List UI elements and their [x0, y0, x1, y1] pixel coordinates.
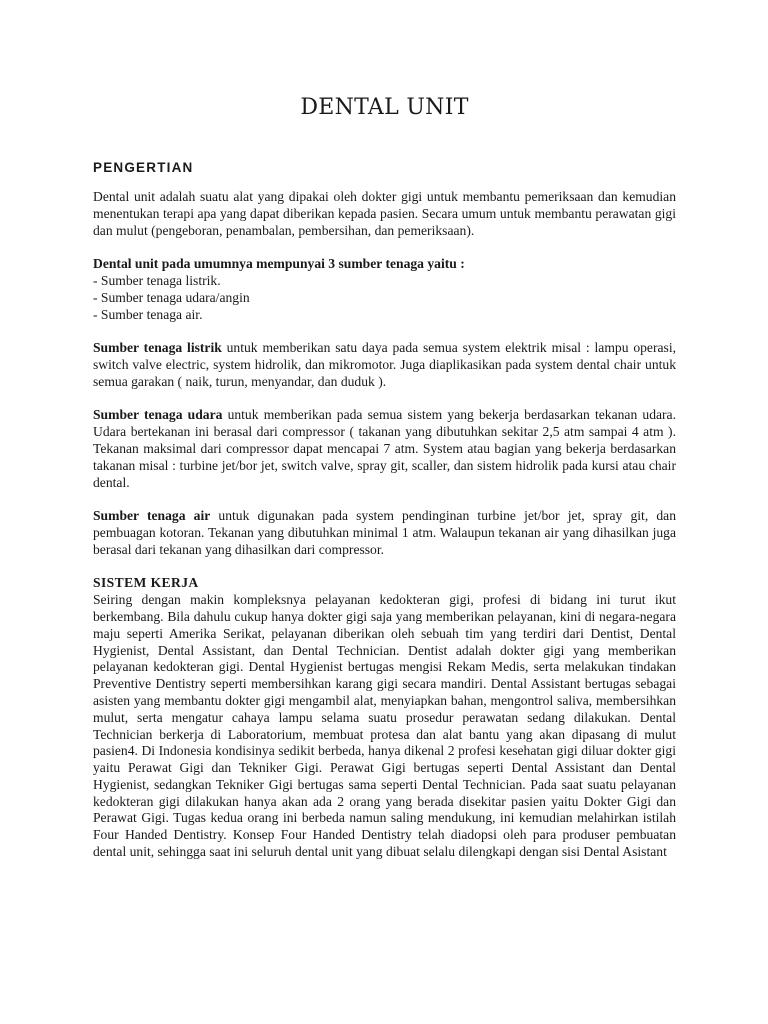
document-page	[93, 93, 676, 861]
paragraph-listrik	[93, 340, 676, 390]
paragraph-air	[93, 508, 676, 558]
document-title: DENTAL UNIT	[300, 95, 469, 120]
section-heading-pengertian: PENGERTIAN	[93, 160, 194, 175]
list-item: - Sumber tenaga air.	[93, 306, 203, 322]
list-item: - Sumber tenaga listrik.	[93, 272, 221, 288]
text-listrik: untuk memberikan satu daya pada semua system elektrik misal : lampu operasi, switch valve electric, system hidrolik, dan mikromotor. Juga diaplikasikan pada system dental chair untuk semua garakan ( naik, turun, menyandar, dan duduk ).	[93, 340, 676, 389]
section-heading-sistem-kerja: SISTEM KERJA	[93, 575, 199, 591]
text-air: untuk digunakan pada system pendinginan turbine jet/bor jet, spray git, dan pembuagan kotoran. Tekanan yang dibutuhkan minimal 1 atm. Walaupun tekanan air yang dihasilkan juga berasal dari tekanan yang dihasilkan dari compressor.	[93, 508, 676, 557]
text-udara: untuk memberikan pada semua sistem yang bekerja berdasarkan tekanan udara. Udara bertekanan ini berasal dari compressor ( takanan yang dibutuhkan sekitar 2,5 atm sampai 4 atm ). Tekanan maksimal dari compressor dapat mencapai 7 atm. System atau bagian yang bekerja berdasarkan takanan misal : turbine jet/bor jet, switch valve, spray git, scaller, dan sistem hidrolik pada kursi atau chair dental.	[93, 407, 676, 490]
term-air: Sumber tenaga air	[93, 508, 211, 524]
list-lead: Dental unit pada umumnya mempunyai 3 sumber tenaga yaitu :	[93, 256, 465, 272]
paragraph-udara	[93, 407, 676, 491]
paragraph-sistem-kerja: Seiring dengan makin kompleksnya pelayanan kedokteran gigi, profesi di bidang ini turut ikut berkembang. Bila dahulu cukup hanya dokter gigi saja yang memberikan pelayanan, kini di negara-negara maju seperti Amerika Serikat, pelayanan diberikan oleh sebuah tim yang terdiri dari Dentist, Dental Hygienist, Dental Assistant, dan Dental Technician. Dentist adalah dokter gigi yang memberikan pelayanan kedokteran gigi. Dental Hygienist bertugas mengisi Rekam Medis, serta melakukan tindakan Preventive Dentistry seperti membersihkan karang gigi secara mandiri. Dental Assistant bertugas sebagai asisten yang membantu dokter gigi mengambil alat, menyiapkan bahan, mengontrol saliva, membersihkan mulut, serta mengatur cahaya lampu selama suatu prosedur perawatan sedang dilakukan. Dental Technician berkerja di Laboratorium, membuat protesa dan alat bantu yang akan dipasang di mulut pasien4. Di Indonesia kondisinya sedikit berbeda, hanya dikenal 2 profesi kesehatan gigi diluar dokter gigi yaitu Perawat Gigi dan Tekniker Gigi. Perawat Gigi bertugas seperti Dental Assistant dan Dental Hygienist, sedangkan Tekniker Gigi bertugas sama seperti Dental Technician. Pada saat suatu pelayanan kedokteran gigi dilakukan hanya akan ada 2 orang yang berada disekitar pasien yaitu Dokter Gigi dan Perawat Gigi. Tugas kedua orang ini berbeda namun saling mendukung, ini kemudian melahirkan istilah Four Handed Dentistry. Konsep Four Handed Dentistry telah diadopsi oleh para produser pembuatan dental unit, sehingga saat ini seluruh dental unit yang dibuat selalu dilengkapi dengan sisi Dental Asistant	[93, 592, 676, 860]
term-listrik: Sumber tenaga listrik	[93, 340, 222, 356]
paragraph-pengertian: Dental unit adalah suatu alat yang dipakai oleh dokter gigi untuk membantu pemeriksaan dan kemudian menentukan terapi apa yang dapat diberikan kepada pasien. Secara umum untuk membantu perawatan gigi dan mulut (pengeboran, penambalan, pembersihan, dan pemeriksaan).	[93, 189, 676, 238]
list-item: - Sumber tenaga udara/angin	[93, 289, 250, 305]
term-udara: Sumber tenaga udara	[93, 407, 223, 423]
sumber-tenaga-list	[93, 256, 676, 323]
